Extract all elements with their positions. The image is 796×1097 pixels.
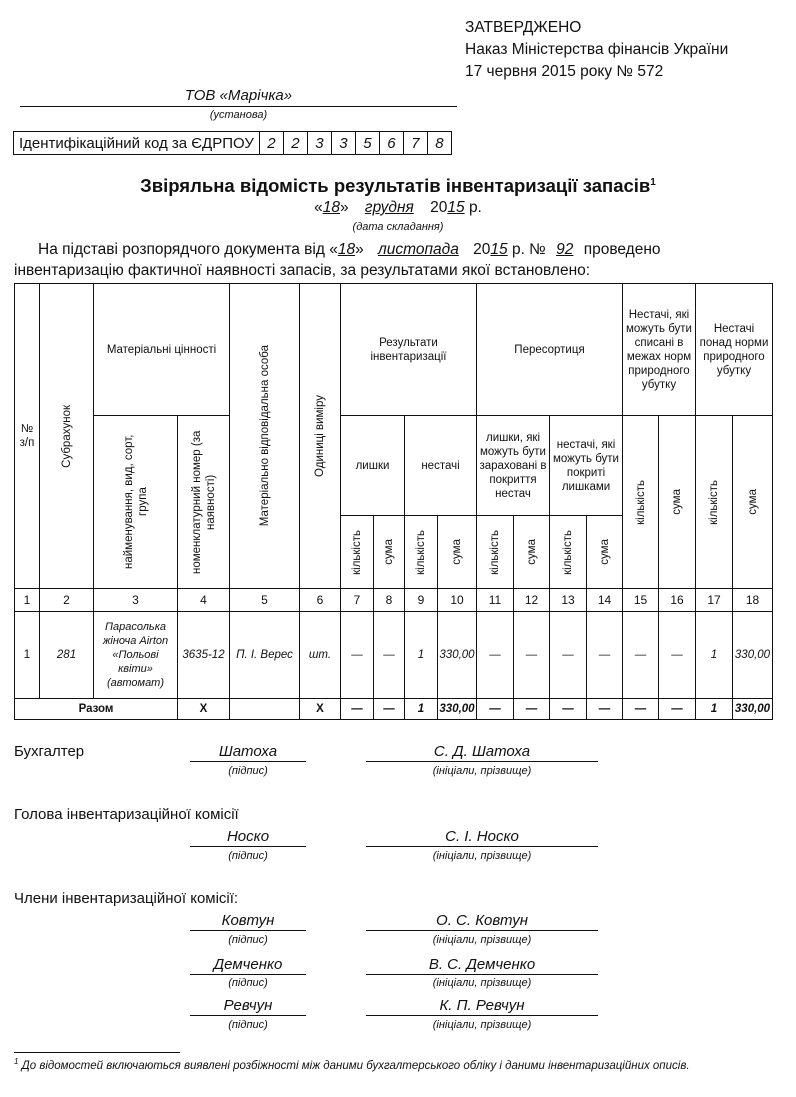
member-signature: Ревчун bbox=[190, 996, 306, 1016]
column-number: 5 bbox=[230, 589, 300, 612]
chair-name: С. І. Носко bbox=[366, 827, 598, 847]
row-responsible: П. І. Верес bbox=[230, 612, 300, 699]
row-name: Парасолька жіноча Airton «Польові квіти» (автомат) bbox=[94, 612, 178, 699]
quote-close: » bbox=[339, 199, 349, 216]
footnote-mark: 1 bbox=[14, 1057, 19, 1066]
total-value: — bbox=[550, 699, 587, 720]
member-signature: Ковтун bbox=[190, 911, 306, 931]
header-sum bbox=[374, 516, 405, 589]
edrpou-code-table bbox=[13, 131, 452, 155]
header-qty bbox=[623, 416, 659, 589]
edrpou-digit: 2 bbox=[259, 132, 283, 155]
total-value: — bbox=[623, 699, 659, 720]
column-number: 11 bbox=[477, 589, 514, 612]
header-regrading-surplus: лишки, які можуть бути зараховані в покриття нестач bbox=[477, 416, 550, 516]
accountant-signature: Шатоха bbox=[190, 742, 306, 762]
compile-year-suffix: 15 bbox=[447, 199, 465, 216]
header-qty-text: кількість bbox=[351, 529, 363, 575]
header-qty bbox=[550, 516, 587, 589]
total-value: 1 bbox=[405, 699, 438, 720]
column-number: 2 bbox=[40, 589, 94, 612]
edrpou-label: Ідентифікаційний код за ЄДРПОУ bbox=[14, 132, 260, 155]
header-responsible-text: Матеріально відповідальна особа bbox=[258, 345, 271, 527]
name-caption: (ініціали, прізвище) bbox=[432, 934, 532, 946]
row-value: — bbox=[374, 612, 405, 699]
header-qty-text: кількість bbox=[489, 529, 501, 575]
total-value: — bbox=[341, 699, 374, 720]
header-sum bbox=[514, 516, 550, 589]
header-qty bbox=[477, 516, 514, 589]
header-regrading: Пересортиця bbox=[477, 284, 623, 416]
document-title bbox=[0, 175, 796, 197]
row-value: — bbox=[659, 612, 696, 699]
row-subaccount: 281 bbox=[40, 612, 94, 699]
row-value: 1 bbox=[696, 612, 733, 699]
column-number: 13 bbox=[550, 589, 587, 612]
signature-caption: (підпис) bbox=[228, 934, 268, 946]
column-number: 7 bbox=[341, 589, 374, 612]
signature-caption: (підпис) bbox=[228, 765, 268, 777]
header-responsible bbox=[230, 284, 300, 589]
approval-line: 17 червня 2015 року № 572 bbox=[465, 63, 664, 80]
total-responsible bbox=[230, 699, 300, 720]
row-nomenclature: 3635-12 bbox=[178, 612, 230, 699]
header-sum bbox=[587, 516, 623, 589]
header-sum-text: сума bbox=[671, 489, 683, 515]
header-qty bbox=[341, 516, 374, 589]
header-sum-text: сума bbox=[598, 539, 611, 565]
header-unit-text: Одиниці виміру bbox=[314, 395, 326, 477]
basis-text: р. № bbox=[511, 241, 546, 258]
row-value: — bbox=[587, 612, 623, 699]
approval-line: Наказ Міністерства фінансів України bbox=[465, 41, 729, 58]
header-nomenclature bbox=[178, 416, 230, 589]
name-caption: (ініціали, прізвище) bbox=[432, 977, 532, 989]
accountant-title: Бухгалтер bbox=[14, 743, 85, 760]
header-surplus: лишки bbox=[341, 416, 405, 516]
edrpou-digit: 6 bbox=[379, 132, 403, 155]
header-qty bbox=[405, 516, 438, 589]
compile-year-unit: р. bbox=[468, 199, 482, 216]
header-sum-text: сума bbox=[525, 539, 538, 565]
members-title: Члени інвентаризаційної комісії: bbox=[14, 890, 239, 907]
accountant-name: С. Д. Шатоха bbox=[366, 742, 598, 762]
row-value: — bbox=[550, 612, 587, 699]
header-sum bbox=[438, 516, 477, 589]
edrpou-digit: 3 bbox=[331, 132, 355, 155]
row-no: 1 bbox=[15, 612, 40, 699]
row-value: — bbox=[514, 612, 550, 699]
organization-name: ТОВ «Марічка» bbox=[20, 86, 457, 107]
approval-line: ЗАТВЕРДЖЕНО bbox=[465, 19, 582, 36]
header-sum-text: сума bbox=[383, 539, 395, 565]
header-within-norms: Нестачі, які можуть бути списані в межах норм природного убутку bbox=[623, 284, 696, 416]
row-unit: шт. bbox=[300, 612, 341, 699]
header-regrading-shortage: нестачі, які можуть бути покриті лишками bbox=[550, 416, 623, 516]
total-row bbox=[15, 699, 773, 720]
chair-signature: Носко bbox=[190, 827, 306, 847]
column-number: 18 bbox=[733, 589, 773, 612]
footnote-rule bbox=[14, 1052, 180, 1053]
name-caption: (ініціали, прізвище) bbox=[432, 850, 532, 862]
header-material-values: Матеріальні цінності bbox=[94, 284, 230, 416]
name-caption: (ініціали, прізвище) bbox=[432, 1019, 532, 1031]
total-value: — bbox=[514, 699, 550, 720]
header-sum-text: сума bbox=[746, 489, 759, 515]
basis-month: листопада bbox=[378, 241, 459, 258]
total-value: — bbox=[374, 699, 405, 720]
row-value: — bbox=[623, 612, 659, 699]
document-title-text: Звіряльна відомість результатів інвентаризації запасів bbox=[140, 175, 651, 196]
header-sum-text: сума bbox=[451, 539, 463, 565]
header-name bbox=[94, 416, 178, 589]
title-footnote-mark: 1 bbox=[650, 176, 656, 188]
member-name: В. С. Демченко bbox=[366, 955, 598, 975]
footnote-text: До відомостей включаються виявлені розбіжності між даними бухгалтерського обліку і даними інвентаризаційних описів. bbox=[21, 1059, 690, 1072]
total-value: — bbox=[659, 699, 696, 720]
column-number: 4 bbox=[178, 589, 230, 612]
compile-date bbox=[0, 199, 796, 217]
header-above-norms: Нестачі понад норми природного убутку bbox=[696, 284, 773, 416]
header-qty-text: кількість bbox=[634, 479, 647, 525]
basis-line-2: інвентаризацію фактичної наявності запасів, за результатами якої встановлено: bbox=[14, 262, 591, 279]
quote-open: « bbox=[314, 199, 323, 216]
chair-title: Голова інвентаризаційної комісії bbox=[14, 806, 239, 823]
total-value: — bbox=[587, 699, 623, 720]
edrpou-digit: 2 bbox=[283, 132, 307, 155]
basis-text: На підставі розпорядчого документа від « bbox=[38, 241, 338, 258]
row-value: 1 bbox=[405, 612, 438, 699]
edrpou-digit: 5 bbox=[355, 132, 379, 155]
basis-number: 92 bbox=[556, 241, 574, 258]
member-name: К. П. Ревчун bbox=[366, 996, 598, 1016]
header-unit bbox=[300, 284, 341, 589]
basis-line-1 bbox=[38, 241, 661, 259]
column-number: 15 bbox=[623, 589, 659, 612]
header-qty bbox=[696, 416, 733, 589]
row-value: — bbox=[341, 612, 374, 699]
inventory-table bbox=[14, 283, 773, 720]
header-qty-text: кількість bbox=[708, 479, 720, 525]
column-number: 17 bbox=[696, 589, 733, 612]
column-number: 14 bbox=[587, 589, 623, 612]
column-number: 8 bbox=[374, 589, 405, 612]
column-number: 9 bbox=[405, 589, 438, 612]
member-signature: Демченко bbox=[190, 955, 306, 975]
row-value: — bbox=[477, 612, 514, 699]
column-number: 12 bbox=[514, 589, 550, 612]
row-value: 330,00 bbox=[733, 612, 773, 699]
approval-block bbox=[465, 17, 728, 83]
signature-caption: (підпис) bbox=[228, 977, 268, 989]
compile-year-prefix: 20 bbox=[430, 199, 448, 216]
basis-text: проведено bbox=[583, 241, 661, 258]
header-sum bbox=[733, 416, 773, 589]
signature-caption: (підпис) bbox=[228, 1019, 268, 1031]
edrpou-digit: 8 bbox=[427, 132, 451, 155]
signature-caption: (підпис) bbox=[228, 850, 268, 862]
edrpou-digit: 7 bbox=[403, 132, 427, 155]
member-name: О. С. Ковтун bbox=[366, 911, 598, 931]
total-value: 1 bbox=[696, 699, 733, 720]
header-sum bbox=[659, 416, 696, 589]
header-nomenclature-text: номенклатурний номер (за наявності) bbox=[190, 430, 217, 574]
header-name-text: найменування, вид, сорт, група bbox=[122, 434, 149, 570]
column-number: 6 bbox=[300, 589, 341, 612]
basis-text: » bbox=[355, 241, 364, 258]
basis-year-prefix: 20 bbox=[473, 241, 491, 258]
column-number: 1 bbox=[15, 589, 40, 612]
total-label: Разом bbox=[15, 699, 178, 720]
total-value: 330,00 bbox=[438, 699, 477, 720]
row-value: 330,00 bbox=[438, 612, 477, 699]
header-qty-text: кількість bbox=[562, 529, 574, 575]
compile-month: грудня bbox=[364, 199, 414, 216]
organization-caption: (установа) bbox=[209, 109, 268, 121]
header-shortage: нестачі bbox=[405, 416, 477, 516]
footnote bbox=[14, 1057, 690, 1072]
header-results: Результати інвентаризації bbox=[341, 284, 477, 416]
compile-day: 18 bbox=[322, 199, 340, 216]
edrpou-digit: 3 bbox=[307, 132, 331, 155]
header-subaccount-text: Субрахунок bbox=[60, 404, 73, 468]
header-no: № з/п bbox=[15, 284, 40, 589]
basis-year-suffix: 15 bbox=[490, 241, 508, 258]
column-number: 16 bbox=[659, 589, 696, 612]
basis-day: 18 bbox=[337, 241, 356, 258]
total-nomenclature: Х bbox=[178, 699, 230, 720]
header-qty-text: кількість bbox=[415, 529, 427, 575]
table-row bbox=[15, 612, 773, 699]
compile-date-caption: (дата складання) bbox=[352, 221, 444, 233]
total-value: 330,00 bbox=[733, 699, 773, 720]
total-unit: Х bbox=[300, 699, 341, 720]
header-subaccount bbox=[40, 284, 94, 589]
column-number: 3 bbox=[94, 589, 178, 612]
name-caption: (ініціали, прізвище) bbox=[432, 765, 532, 777]
total-value: — bbox=[477, 699, 514, 720]
column-number: 10 bbox=[438, 589, 477, 612]
column-numbers-row bbox=[15, 589, 773, 612]
